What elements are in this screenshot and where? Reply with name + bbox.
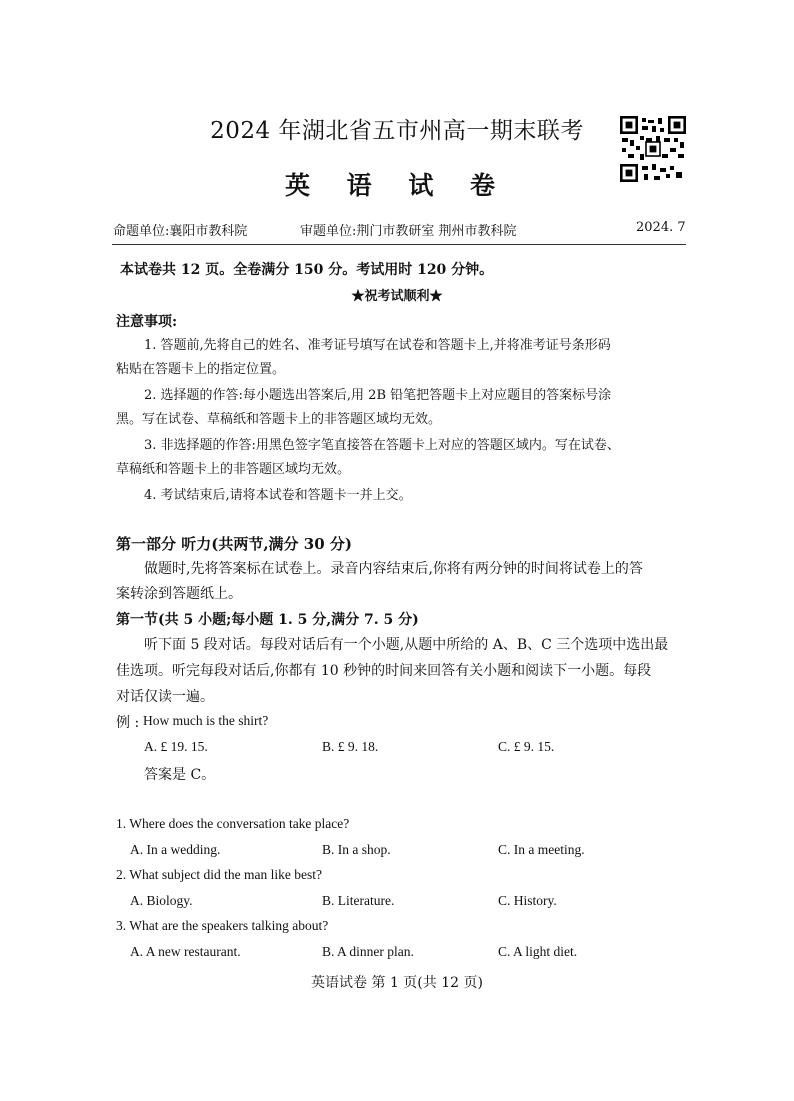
question-2-option-a: A. Biology. [130, 893, 193, 908]
question-1-text: 1. Where does the conversation take place? [116, 816, 350, 831]
note-3-line2: 草稿纸和答题卡上的非答题区域均无效。 [116, 462, 351, 477]
question-1-option-a: A. In a wedding. [130, 842, 221, 857]
page-footer: 英语试卷 第 1 页(共 12 页) [311, 975, 483, 991]
note-1-line1: 1. 答题前,先将自己的姓名、准考证号填写在试卷和答题卡上,并将准考证号条形码 [144, 338, 611, 353]
section1-line2: 佳选项。听完每段对话后,你都有 10 秒钟的时间来回答有关小题和阅读下一小题。每段 [116, 663, 652, 679]
question-3-option-b: B. A dinner plan. [322, 944, 414, 959]
question-3-option-a: A. A new restaurant. [130, 944, 241, 959]
review-unit: 审题单位:荆门市教研室 荆州市教科院 [300, 224, 517, 239]
exam-summary: 本试卷共 12 页。全卷满分 150 分。考试用时 120 分钟。 [120, 262, 494, 278]
note-2-line1: 2. 选择题的作答:每小题选出答案后,用 2B 铅笔把答题卡上对应题目的答案标号涂 [144, 388, 612, 403]
example-answer: 答案是 C。 [144, 767, 216, 783]
example-label: 例 : [116, 715, 140, 731]
section1-line3: 对话仅读一遍。 [116, 689, 214, 705]
note-2-line2: 黑。写在试卷、草稿纸和答题卡上的非答题区域均无效。 [116, 412, 442, 427]
note-3-line1: 3. 非选择题的作答:用黑色签字笔直接答在答题卡上对应的答题区域内。写在试卷、 [144, 438, 620, 453]
header-divider [112, 244, 686, 245]
exam-subtitle: 英 语 试 卷 [284, 171, 510, 200]
question-1-option-b: B. In a shop. [322, 842, 391, 857]
question-3-option-c: C. A light diet. [498, 944, 578, 959]
exam-title: 2024 年湖北省五市州高一期末联考 [210, 118, 584, 144]
section1-line1: 听下面 5 段对话。每段对话后有一个小题,从题中所给的 A、B、C 三个选项中选出最 [144, 637, 669, 653]
question-1-option-c: C. In a meeting. [498, 842, 585, 857]
question-2-option-b: B. Literature. [322, 893, 395, 908]
note-1-line2: 粘贴在答题卡上的指定位置。 [116, 362, 286, 377]
question-2-option-c: C. History. [498, 893, 557, 908]
question-2-text: 2. What subject did the man like best? [116, 867, 322, 882]
part1-heading: 第一部分 听力(共两节,满分 30 分) [116, 535, 352, 553]
notes-heading: 注意事项: [116, 314, 178, 330]
example-option-c: C. £ 9. 15. [498, 739, 555, 754]
good-luck-line: ★祝考试顺利★ [351, 289, 443, 304]
part1-instr-line1: 做题时,先将答案标在试卷上。录音内容结束后,你将有两分钟的时间将试卷上的答 [144, 561, 643, 577]
example-option-a: A. £ 19. 15. [144, 739, 208, 754]
note-4: 4. 考试结束后,请将本试卷和答题卡一并上交。 [144, 488, 412, 503]
question-3-text: 3. What are the speakers talking about? [116, 918, 329, 933]
example-option-b: B. £ 9. 18. [322, 739, 379, 754]
part1-instr-line2: 案转涂到答题纸上。 [116, 586, 242, 602]
exam-date: 2024. 7 [636, 220, 686, 235]
section1-heading: 第一节(共 5 小题;每小题 1. 5 分,满分 7. 5 分) [116, 612, 419, 628]
example-question: How much is the shirt? [143, 713, 269, 728]
author-unit: 命题单位:襄阳市教科院 [113, 224, 248, 239]
